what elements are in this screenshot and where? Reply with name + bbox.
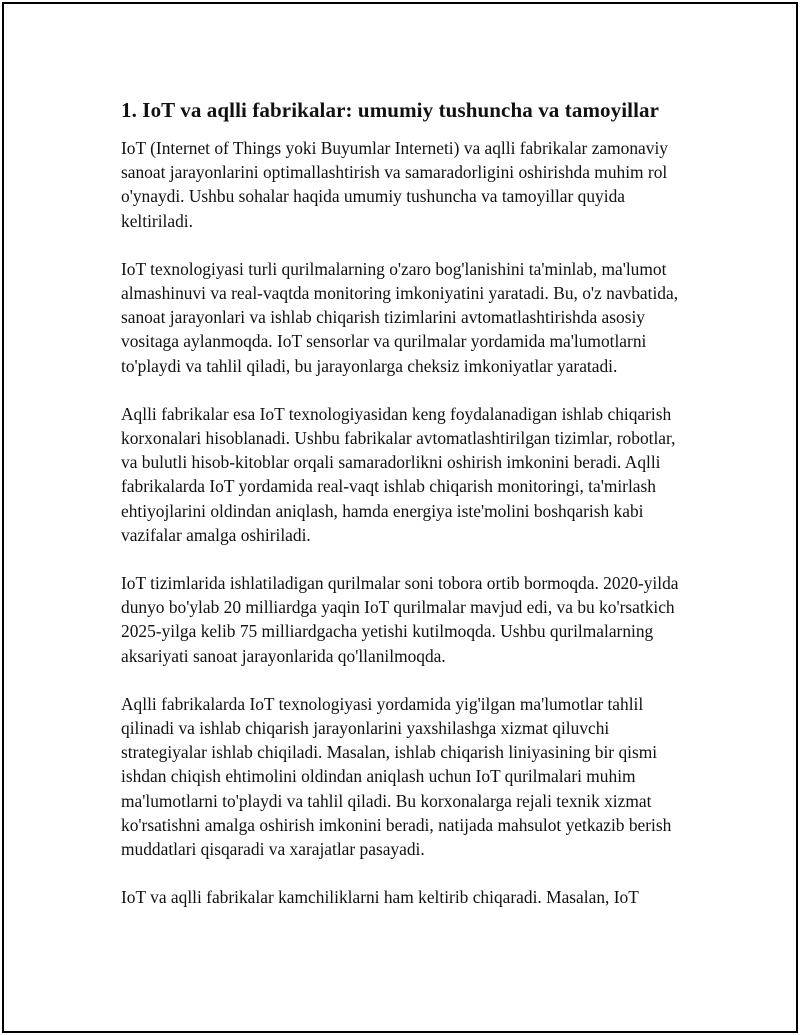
- document-page: [2, 2, 798, 1033]
- paragraph-smart-factories: Aqlli fabrikalar esa IoT texnologiyasidan keng foydalanadigan ishlab chiqarish korxonalari hisoblanadi. Ushbu fabrikalar avtomatlashtirilgan tizimlar, robotlar, va bulutli hisob-kitoblar orqali samaradorlikni oshirish imkonini beradi. Aqlli fabrikalarda IoT yordamida real-vaqt ishlab chiqarish monitoringi, ta'mirlash ehtiyojlarini oldindan aniqlash, hamda energiya iste'molini boshqarish kabi vazifalar amalga oshiriladi.: [121, 403, 676, 545]
- paragraph-drawbacks: IoT va aqlli fabrikalar kamchiliklarni ham keltirib chiqaradi. Masalan, IoT: [121, 887, 639, 908]
- paragraph-device-count: IoT tizimlarida ishlatiladigan qurilmalar soni tobora ortib bormoqda. 2020-yilda dunyo bo'ylab 20 milliardga yaqin IoT qurilmalar mavjud edi, va bu ko'rsatkich 2025-yilga kelib 75 milliardgacha yetishi kutilmoqda. Ushbu qurilmalarning aksariyati sanoat jarayonlarida qo'llanilmoqda.: [121, 573, 679, 666]
- paragraph-intro: IoT (Internet of Things yoki Buyumlar Interneti) va aqlli fabrikalar zamonaviy sanoat jarayonlarini optimallashtirish va samaradorligini oshirishda muhim rol o'ynaydi. Ushbu sohalar haqida umumiy tushuncha va tamoyillar quyida keltiriladi.: [121, 138, 668, 231]
- section-heading: 1. IoT va aqlli fabrikalar: umumiy tushuncha va tamoyillar: [121, 98, 660, 122]
- paragraph-iot-technology: IoT texnologiyasi turli qurilmalarning o'zaro bog'lanishini ta'minlab, ma'lumot almashinuvi va real-vaqtda monitoring imkoniyatini yaratadi. Bu, o'z navbatida, sanoat jarayonlari va ishlab chiqarish tizimlarini avtomatlashtirishda asosiy vositaga aylanmoqda. IoT sensorlar va qurilmalar yordamida ma'lumotlarni to'playdi va tahlil qiladi, bu jarayonlarga cheksiz imkoniyatlar yaratadi.: [121, 258, 679, 376]
- paragraph-data-analysis: Aqlli fabrikalarda IoT texnologiyasi yordamida yig'ilgan ma'lumotlar tahlil qilinadi va ishlab chiqarish jarayonlarini yaxshilashga xizmat qiluvchi strategiyalar ishlab chiqiladi. Masalan, ishlab chiqarish liniyasining bir qismi ishdan chiqish ehtimolini oldindan aniqlash uchun IoT qurilmalari muhim ma'lumotlarni to'playdi va tahlil qiladi. Bu korxonalarga rejali texnik xizmat ko'rsatishni amalga oshirish imkonini beradi, natijada mahsulot yetkazib berish muddatlari qisqaradi va xarajatlar pasayadi.: [121, 693, 672, 860]
- document-body: [121, 96, 691, 933]
